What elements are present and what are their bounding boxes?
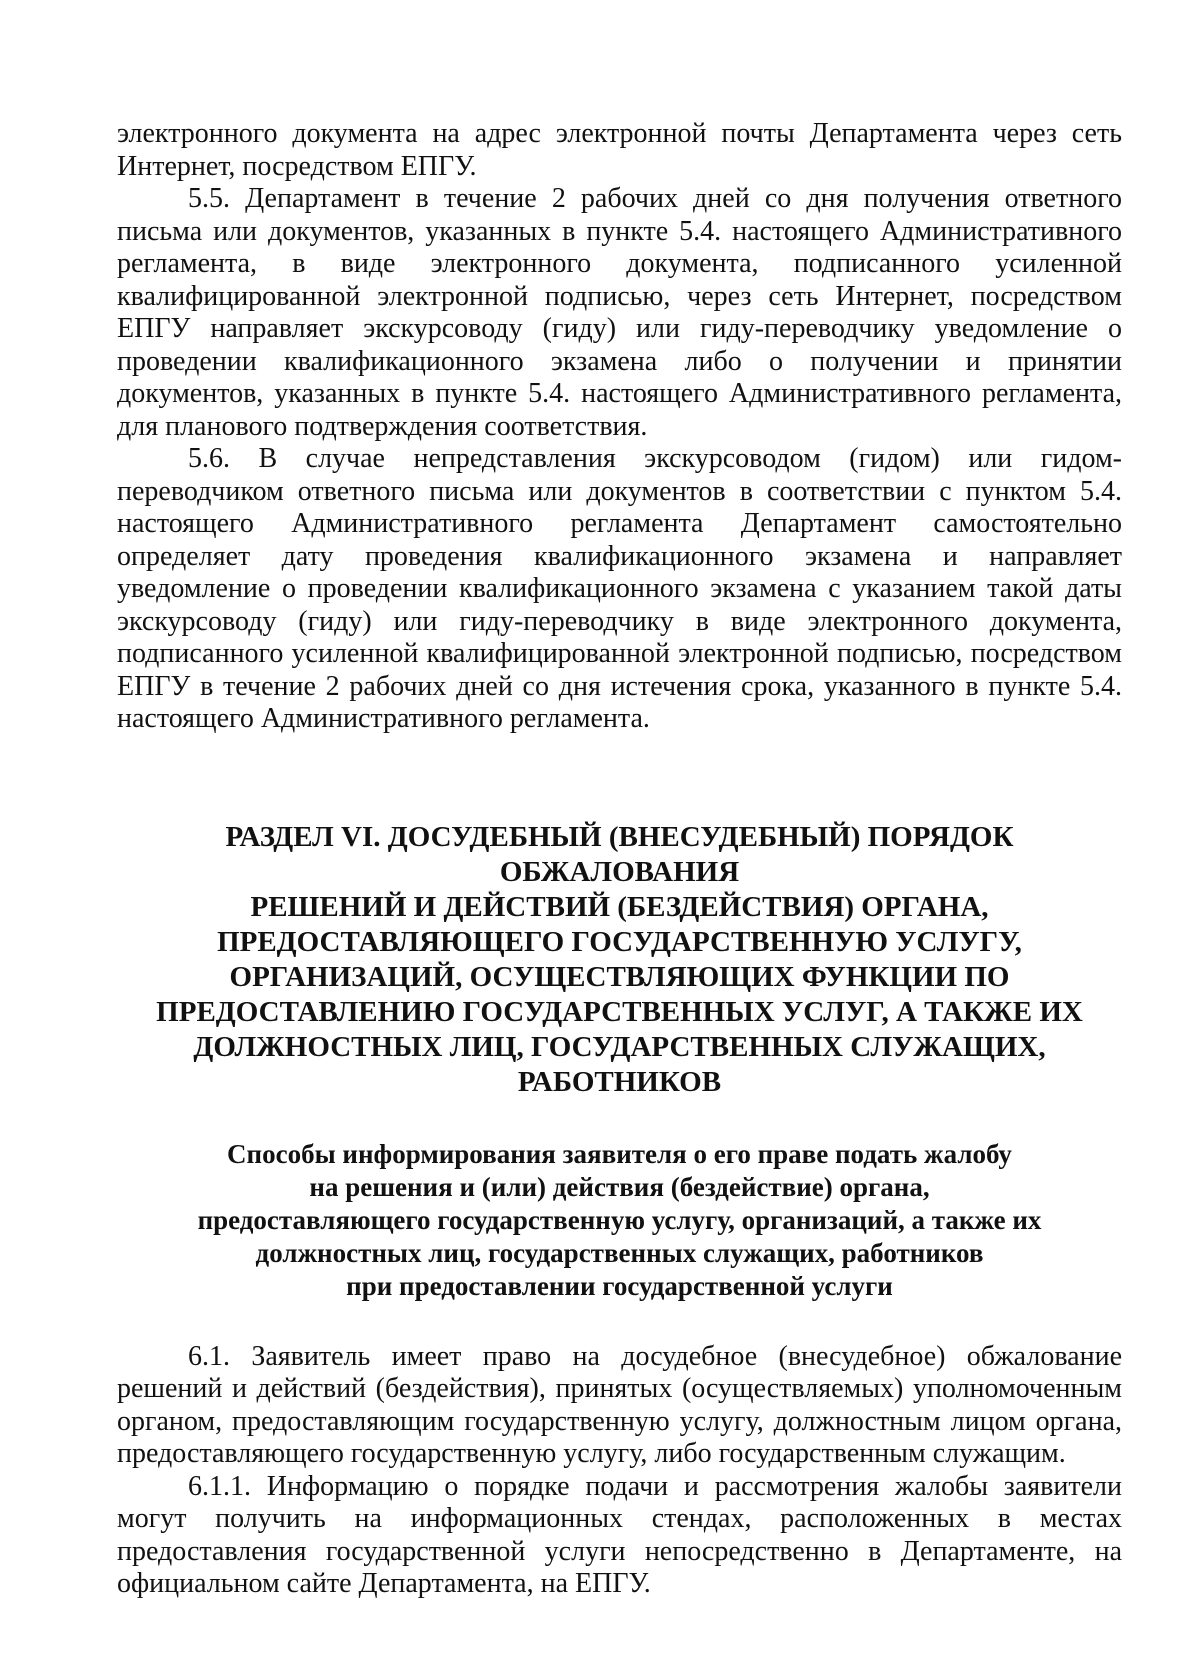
- section-title-line: ПРЕДОСТАВЛЕНИЮ ГОСУДАРСТВЕННЫХ УСЛУГ, А ТАКЖЕ ИХ: [156, 995, 1083, 1028]
- section-title-line: ПРЕДОСТАВЛЯЮЩЕГО ГОСУДАРСТВЕННУЮ УСЛУГУ,: [217, 925, 1022, 958]
- paragraph-5-6: 5.6. В случае непредставления экскурсоводом (гидом) или гидом-переводчиком ответного письма или документов в соответствии с пунктом 5.4. настоящего Административного регламента Департамент самостоятельно определяет дату проведения квалификационного экзамена и направляет уведомление о проведении квалификационного экзамена с указанием такой даты экскурсоводу (гиду) или гиду-переводчику в виде электронного документа, подписанного усиленной квалифицированной электронной подписью, посредством ЕПГУ в течение 2 рабочих дней со дня истечения срока, указанного в пункте 5.4. настоящего Административного регламента.: [117, 443, 1122, 734]
- paragraph-6-1-1: 6.1.1. Информацию о порядке подачи и рассмотрения жалобы заявители могут получить на информационных стендах, расположенных в местах предоставления государственной услуги непосредственно в Департаменте, на официальном сайте Департамента, на ЕПГУ.: [117, 1470, 1122, 1599]
- top-text-block: [117, 118, 1122, 736]
- subsection-title-line: должностных лиц, государственных служащих, работников: [255, 1237, 984, 1268]
- subsection-title-line: при предоставлении государственной услуги: [346, 1270, 893, 1301]
- paragraph-continuation: электронного документа на адрес электронной почты Департамента через сеть Интернет, посредством ЕПГУ.: [117, 118, 1122, 182]
- subsection-title-line: предоставляющего государственную услугу, организаций, а также их: [197, 1204, 1042, 1235]
- paragraph-6-1: 6.1. Заявитель имеет право на досудебное (внесудебное) обжалование решений и действий (бездействия), принятых (осуществляемых) уполномоченным органом, предоставляющим государственную услугу, должностным лицом органа, предоставляющего государственную услугу, либо государственным служащим.: [117, 1340, 1122, 1469]
- section-title-line: РАЗДЕЛ VI. ДОСУДЕБНЫЙ (ВНЕСУДЕБНЫЙ) ПОРЯДОК ОБЖАЛОВАНИЯ: [225, 820, 1014, 888]
- section-title-line: РЕШЕНИЙ И ДЕЙСТВИЙ (БЕЗДЕЙСТВИЯ) ОРГАНА,: [250, 890, 989, 923]
- subsection-title-line: на решения и (или) действия (бездействие) органа,: [309, 1171, 930, 1202]
- section-title-line: РАБОТНИКОВ: [517, 1065, 722, 1098]
- subsection-title: [117, 1138, 1122, 1303]
- paragraph-5-5: 5.5. Департамент в течение 2 рабочих дней со дня получения ответного письма или документов, указанных в пункте 5.4. настоящего Административного регламента, в виде электронного документа, подписанного усиленной квалифицированной электронной подписью, через сеть Интернет, посредством ЕПГУ направляет экскурсоводу (гиду) или гиду-переводчику уведомление о проведении квалификационного экзамена либо о получении и принятии документов, указанных в пункте 5.4. настоящего Административного регламента, для планового подтверждения соответствия.: [117, 183, 1122, 442]
- section-title: [117, 820, 1122, 1100]
- section-title-line: ДОЛЖНОСТНЫХ ЛИЦ, ГОСУДАРСТВЕННЫХ СЛУЖАЩИХ,: [193, 1030, 1046, 1063]
- bottom-text-block: [117, 1341, 1122, 1601]
- section-title-line: ОРГАНИЗАЦИЙ, ОСУЩЕСТВЛЯЮЩИХ ФУНКЦИИ ПО: [229, 960, 1010, 993]
- subsection-title-line: Способы информирования заявителя о его праве подать жалобу: [227, 1138, 1012, 1169]
